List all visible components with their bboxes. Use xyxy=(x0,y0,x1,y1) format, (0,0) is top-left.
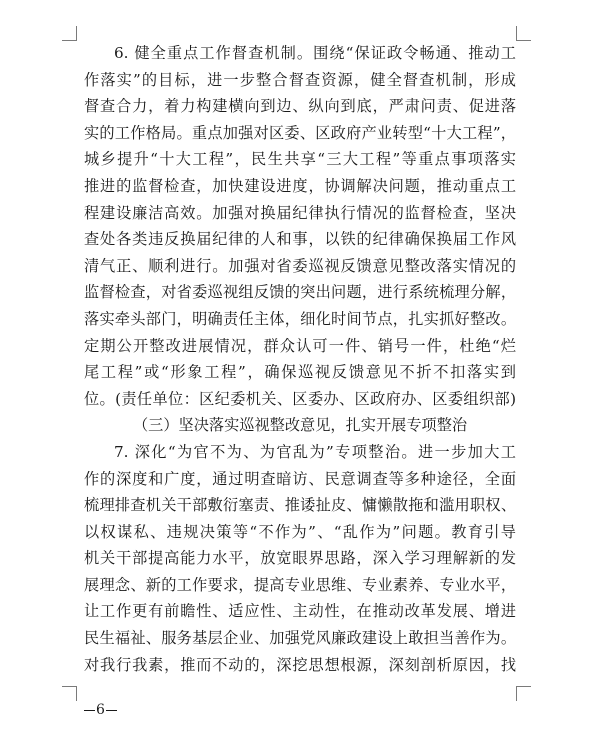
crop-mark-bottom-right xyxy=(516,686,531,701)
paragraph-6-line: 尾工程”或“形象工程”，确保巡视反馈意见不折不扣落实到 xyxy=(84,363,516,382)
paragraph-6-line: 监督检查，对省委巡视组反馈的突出问题，进行系统梳理分解， xyxy=(84,283,516,302)
page-number-dash-left xyxy=(84,710,95,711)
paragraph-7-line: 作的深度和广度，通过明查暗访、民意调查等多种途径，全面 xyxy=(84,469,516,488)
paragraph-7-line: 以权谋私、违规决策等“不作为”、“乱作为”问题。教育引导 xyxy=(84,522,516,541)
paragraph-7-line: 机关干部提高能力水平，放宽眼界思路，深入学习理解新的发 xyxy=(84,549,516,568)
paragraph-7-line: 让工作更有前瞻性、适应性、主动性，在推动改革发展、增进 xyxy=(84,602,516,621)
paragraph-6-line: 位。(责任单位：区纪委机关、区委办、区政府办、区委组织部) xyxy=(84,389,516,408)
paragraph-7-line: 对我行我素，推而不动的，深挖思想根源，深刻剖析原因，找 xyxy=(84,655,516,674)
paragraph-6-line: 6. 健全重点工作督查机制。围绕“保证政令畅通、推动工 xyxy=(114,44,516,62)
crop-mark-top-right xyxy=(516,26,531,41)
paragraph-7-line: 梳理排查机关干部敷衍塞责、推诿扯皮、慵懒散拖和滥用职权、 xyxy=(84,496,516,515)
paragraph-6-line: 城乡提升“十大工程”，民生共享“三大工程”等重点事项落实 xyxy=(84,150,516,169)
paragraph-6-line: 清气正、顺利进行。加强对省委巡视反馈意见整改落实情况的 xyxy=(84,256,516,275)
paragraph-6-line: 落实牵头部门，明确责任主体，细化时间节点，扎实抓好整改。 xyxy=(84,309,516,328)
paragraph-6-line: 程建设廉洁高效。加强对换届纪律执行情况的监督检查，坚决 xyxy=(84,203,516,222)
paragraph-6-line: 定期公开整改进展情况，群众认可一件、销号一件，杜绝“烂 xyxy=(84,336,516,355)
paragraph-6-line: 督查合力，着力构建横向到边、纵向到底，严肃问责、促进落 xyxy=(84,97,516,116)
paragraph-6-line: 推进的监督检查，加快建设进度，协调解决问题，推动重点工 xyxy=(84,176,516,195)
paragraph-6-line: 作落实”的目标，进一步整合督查资源，健全督查机制，形成 xyxy=(84,70,516,89)
paragraph-7-line: 展理念、新的工作要求，提高专业思维、专业素养、专业水平， xyxy=(84,575,516,594)
page-number xyxy=(84,702,117,718)
crop-mark-bottom-left xyxy=(62,686,77,701)
paragraph-6-line: 查处各类违反换届纪律的人和事，以铁的纪律确保换届工作风 xyxy=(84,230,516,249)
paragraph-6-line: 实的工作格局。重点加强对区委、区政府产业转型“十大工程”， xyxy=(84,123,516,142)
page-number-dash-right xyxy=(106,710,117,711)
section-heading-3: （三）坚决落实巡视整改意见，扎实开展专项整治 xyxy=(132,416,468,435)
crop-mark-top-left xyxy=(62,26,77,41)
page-number-value: 6 xyxy=(96,702,105,718)
document-body xyxy=(84,40,516,678)
paragraph-7-line: 民生福祉、服务基层企业、加强党风廉政建设上敢担当善作为。 xyxy=(84,629,516,648)
paragraph-7-line: 7. 深化“为官不为、为官乱为”专项整治。进一步加大工 xyxy=(114,442,516,461)
